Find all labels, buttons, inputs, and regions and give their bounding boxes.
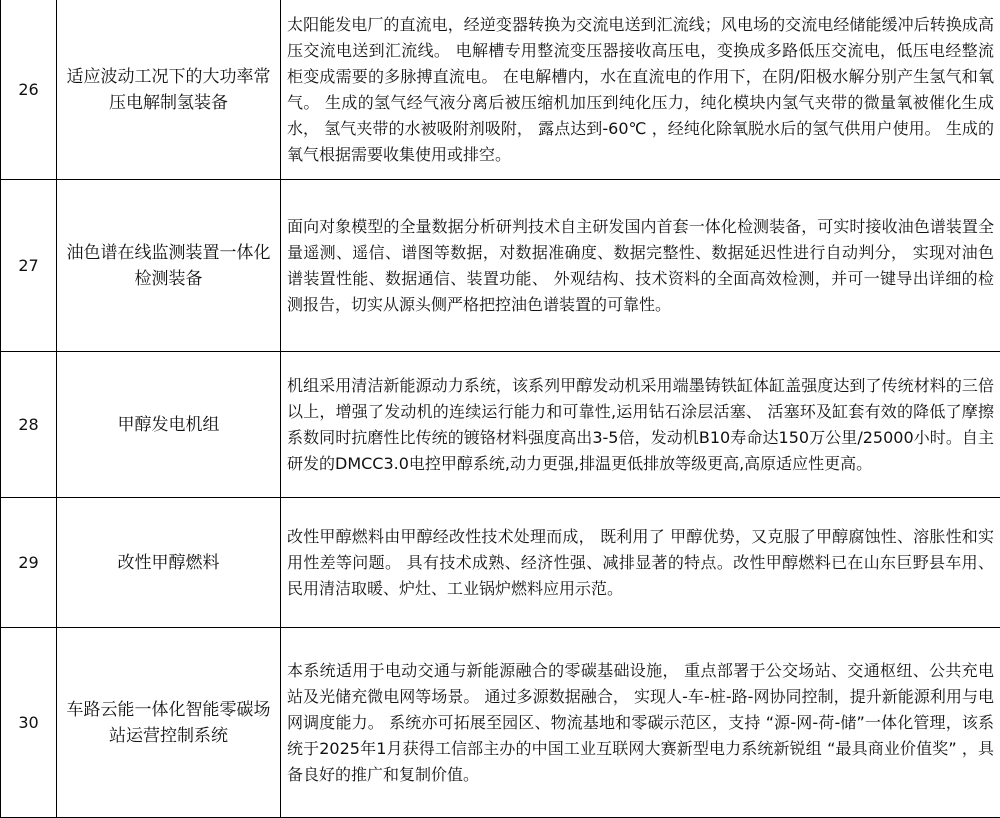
equipment-name: 甲醇发电机组 (57, 352, 281, 498)
table-row (1, 0, 1000, 180)
table-row (1, 498, 1000, 628)
equipment-description: 机组采用清洁新能源动力系统，该系列甲醇发动机采用端墨铸铁缸体缸盖强度达到了传统材料的三倍以上，增强了发动机的连续运行能力和可靠性,运用钻石涂层活塞、 活塞环及缸套有效的降低了摩擦系数同时抗磨性比传统的镀铬材料强度高出3-5倍，发动机B10寿命达150万公里/25000小时。自主研发的DMCC3.0电控甲醇系统,动力更强,排温更低排放等级更高,高原适应性更高。 (281, 352, 1000, 498)
row-number: 27 (1, 180, 57, 352)
equipment-name: 改性甲醇燃料 (57, 498, 281, 628)
table-row (1, 628, 1000, 818)
equipment-description: 改性甲醇燃料由甲醇经改性技术处理而成， 既利用了 甲醇优势，又克服了甲醇腐蚀性、溶胀性和实用性差等问题。 具有技术成熟、经济性强、减排显著的特点。改性甲醇燃料已在山东巨野县车用、 民用清洁取暖、炉灶、工业锅炉燃料应用示范。 (281, 498, 1000, 628)
table-row (1, 352, 1000, 498)
row-number: 30 (1, 628, 57, 818)
row-number: 26 (1, 0, 57, 180)
equipment-name: 油色谱在线监测装置一体化检测装备 (57, 180, 281, 352)
row-number: 29 (1, 498, 57, 628)
equipment-name: 适应波动工况下的大功率常压电解制氢装备 (57, 0, 281, 180)
equipment-description: 本系统适用于电动交通与新能源融合的零碳基础设施， 重点部署于公交场站、交通枢纽、公共充电站及光储充微电网等场景。 通过多源数据融合， 实现人-车-桩-路-网协同控制，提升新能源利用与电网调度能力。 系统亦可拓展至园区、物流基地和零碳示范区，支持 “源-网-荷-储”一体化管理，该系统于2025年1月获得工信部主办的中国工业互联网大赛新型电力系统新锐组 “最具商业价值奖” ，具备良好的推广和复制价值。 (281, 628, 1000, 818)
table-row (1, 180, 1000, 352)
row-number: 28 (1, 352, 57, 498)
equipment-name: 车路云能一体化智能零碳场站运营控制系统 (57, 628, 281, 818)
equipment-description: 面向对象模型的全量数据分析研判技术自主研发国内首套一体化检测装备，可实时接收油色谱装置全量遥测、遥信、谱图等数据，对数据准确度、数据完整性、数据延迟性进行自动判分， 实现对油色谱装置性能、数据通信、装置功能、 外观结构、技术资料的全面高效检测，并可一键导出详细的检测报告，切实从源头侧严格把控油色谱装置的可靠性。 (281, 180, 1000, 352)
equipment-description: 太阳能发电厂的直流电，经逆变器转换为交流电送到汇流线；风电场的交流电经储能缓冲后转换成高压交流电送到汇流线。 电解槽专用整流变压器接收高压电，变换成多路低压交流电，低压电经整流柜变成需要的多脉搏直流电。 在电解槽内，水在直流电的作用下，在阴/阳极水解分别产生氢气和氧气。 生成的氢气经气液分离后被压缩机加压到纯化压力，纯化模块内氢气夹带的微量氧被催化生成水， 氢气夹带的水被吸附剂吸附， 露点达到-60℃ ，经纯化除氧脱水后的氢气供用户使用。 生成的氧气根据需要收集使用或排空。 (281, 0, 1000, 180)
